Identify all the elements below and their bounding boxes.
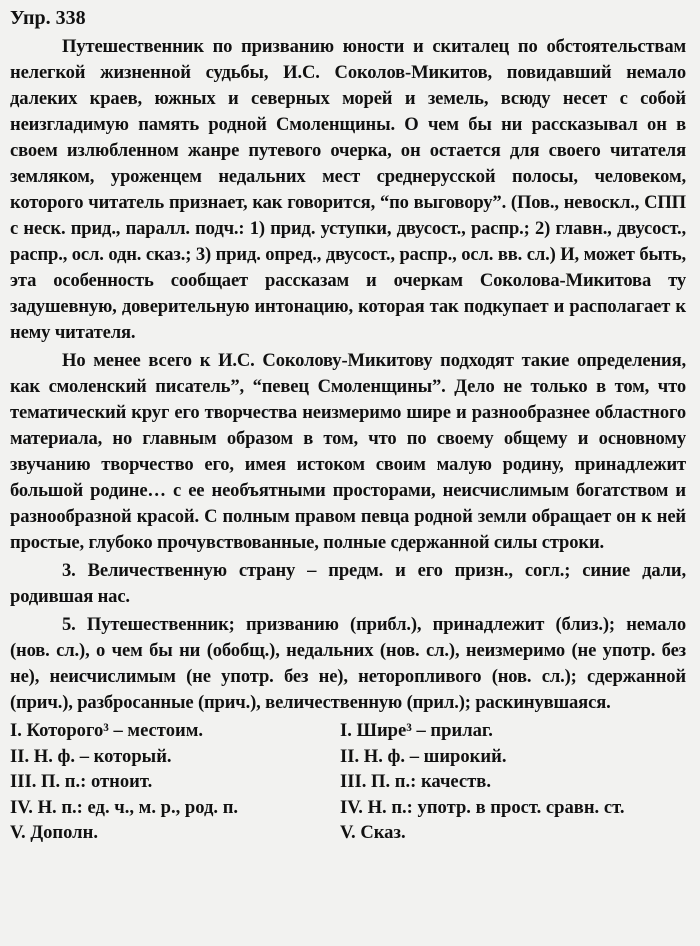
paragraph-3: 3. Величественную страну – предм. и его призн., согл.; синие дали, родившая нас. <box>10 560 686 607</box>
note-right-2: II. Н. ф. – широкий. <box>340 745 507 767</box>
note-left-1: I. Которого³ – местоим. <box>10 720 204 741</box>
paragraph-1: Путешественник по призванию юности и скиталец по обстоятельствам нелегкой жизненной судьбы, И.С. Соколов-Микитов, повидавший немало далеких краев, южных и северных морей и земель, всюду несет с собой неизгладимую память родной Смоленщины. О чем бы ни рассказывал он в своем излюбленном жанре путевого очерка, он остается для своего читателя земляком, уроженцем недальних мест среднерусской полосы, человеком, которого читатель признает, как говорится, “по выговору”. (Пов., невоскл., СПП с неск. прид., паралл. подч.: 1) прид. уступки, двусост., распр.; 2) главн., двусост., распр., осл. одн. сказ.; 3) прид. опред., двусост., распр., осл. вв. сл.) И, может быть, эта особенность сообщает рассказам и очеркам Соколова-Микитова ту задушевную, доверительную интонацию, которая так подкупает и располагает к нему читателя. <box>10 36 686 343</box>
notes-column-left <box>10 718 340 846</box>
notes-row <box>10 718 686 846</box>
paragraph-4: 5. Путешественник; призванию (прибл.), принадлежит (близ.); немало (нов. сл.), о чем бы ни (обобщ.), недальних (нов. сл.), неизмеримо (не употр. без не), неисчислимым (не употр. без не), неторопливого (нов. сл.); сдержанной (прич.), разбросанные (прич.), величественную (прил.); раскинувшаяся. <box>10 614 686 713</box>
note-right-1: I. Шире³ – прилаг. <box>340 720 493 741</box>
note-right-3: III. П. п.: качеств. <box>340 771 491 792</box>
note-right-4: IV. Н. п.: употр. в прост. сравн. ст. <box>340 796 625 818</box>
exercise-title: Упр. 338 <box>10 7 86 29</box>
morphology-notes <box>10 718 686 846</box>
paragraph-2: Но менее всего к И.С. Соколову-Микитову подходят такие определения, как смоленский писатель”, “певец Смоленщины”. Дело не только в том, что тематический круг его творчества неизмеримо шире и разнообразнее областного материала, но главным образом в том, что по своему общему и основному звучанию творчество его, имея истоком своим малую родину, принадлежит большой родине… с ее необъятными просторами, неисчислимым богатством и разнообразной красой. С полным правом певца родной земли обращает он к ней простые, глубоко прочувствованные, полные сдержанной силы строки. <box>10 350 686 553</box>
notes-column-right <box>340 718 686 846</box>
note-left-2: II. Н. ф. – который. <box>10 745 172 767</box>
note-right-5: V. Сказ. <box>340 822 406 843</box>
note-left-3: III. П. п.: отноит. <box>10 771 153 792</box>
note-left-4: IV. Н. п.: ед. ч., м. р., род. п. <box>10 796 239 818</box>
note-left-5: V. Дополн. <box>10 822 98 843</box>
